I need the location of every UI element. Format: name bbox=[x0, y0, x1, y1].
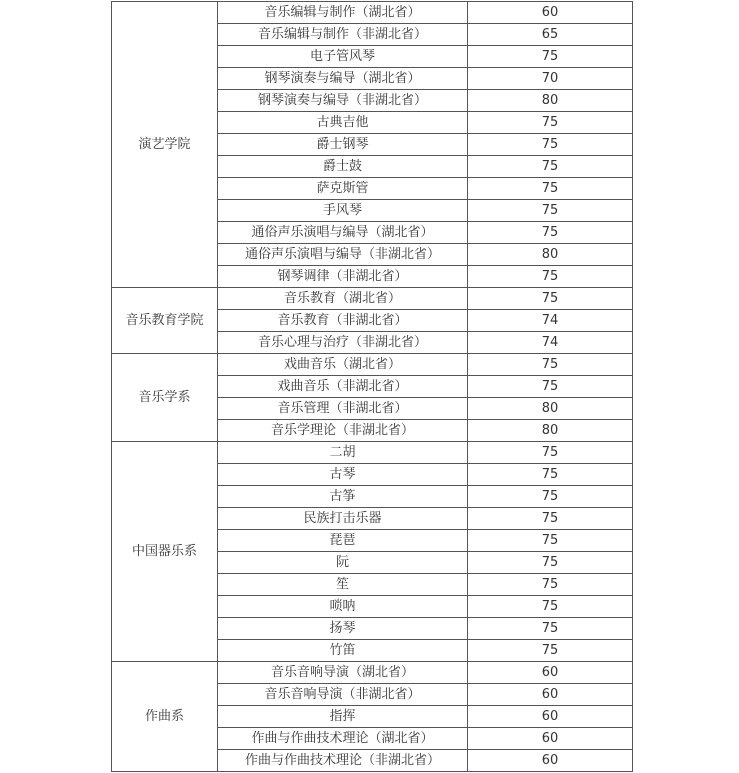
table-row bbox=[112, 2, 633, 24]
major-cell: 民族打击乐器 bbox=[218, 508, 468, 530]
table-row bbox=[112, 288, 633, 310]
score-cell: 65 bbox=[468, 24, 633, 46]
major-cell: 扬琴 bbox=[218, 618, 468, 640]
score-cell: 60 bbox=[468, 706, 633, 728]
score-cell: 75 bbox=[468, 618, 633, 640]
major-cell: 古筝 bbox=[218, 486, 468, 508]
table-row bbox=[112, 662, 633, 684]
score-cell: 70 bbox=[468, 68, 633, 90]
score-cell: 75 bbox=[468, 222, 633, 244]
major-cell: 音乐心理与治疗（非湖北省） bbox=[218, 332, 468, 354]
major-cell: 戏曲音乐（湖北省） bbox=[218, 354, 468, 376]
major-cell: 音乐编辑与制作（非湖北省） bbox=[218, 24, 468, 46]
score-cell: 75 bbox=[468, 288, 633, 310]
major-cell: 作曲与作曲技术理论（非湖北省） bbox=[218, 750, 468, 772]
score-cell: 75 bbox=[468, 530, 633, 552]
score-cell: 75 bbox=[468, 552, 633, 574]
score-cell: 75 bbox=[468, 46, 633, 68]
major-cell: 笙 bbox=[218, 574, 468, 596]
score-cell: 80 bbox=[468, 244, 633, 266]
score-cell: 75 bbox=[468, 574, 633, 596]
score-cell: 60 bbox=[468, 750, 633, 772]
score-cell: 75 bbox=[468, 134, 633, 156]
score-cell: 80 bbox=[468, 90, 633, 112]
major-cell: 琵琶 bbox=[218, 530, 468, 552]
score-cell: 74 bbox=[468, 310, 633, 332]
major-cell: 音乐音响导演（湖北省） bbox=[218, 662, 468, 684]
score-cell: 60 bbox=[468, 2, 633, 24]
department-cell: 音乐教育学院 bbox=[112, 288, 218, 354]
department-cell: 音乐学系 bbox=[112, 354, 218, 442]
major-cell: 电子管风琴 bbox=[218, 46, 468, 68]
score-cell: 75 bbox=[468, 376, 633, 398]
major-cell: 爵士鼓 bbox=[218, 156, 468, 178]
score-cell: 75 bbox=[468, 178, 633, 200]
score-cell: 75 bbox=[468, 266, 633, 288]
score-cell: 75 bbox=[468, 464, 633, 486]
major-cell: 音乐编辑与制作（湖北省） bbox=[218, 2, 468, 24]
score-cell: 75 bbox=[468, 200, 633, 222]
major-cell: 二胡 bbox=[218, 442, 468, 464]
score-cell: 75 bbox=[468, 508, 633, 530]
major-cell: 通俗声乐演唱与编导（湖北省） bbox=[218, 222, 468, 244]
major-cell: 指挥 bbox=[218, 706, 468, 728]
major-cell: 戏曲音乐（非湖北省） bbox=[218, 376, 468, 398]
score-cell: 75 bbox=[468, 354, 633, 376]
major-cell: 钢琴演奏与编导（湖北省） bbox=[218, 68, 468, 90]
score-cell: 60 bbox=[468, 684, 633, 706]
score-cell: 60 bbox=[468, 662, 633, 684]
score-cell: 75 bbox=[468, 112, 633, 134]
major-cell: 音乐教育（非湖北省） bbox=[218, 310, 468, 332]
major-cell: 古琴 bbox=[218, 464, 468, 486]
major-cell: 音乐音响导演（非湖北省） bbox=[218, 684, 468, 706]
score-cell: 75 bbox=[468, 442, 633, 464]
score-cell: 74 bbox=[468, 332, 633, 354]
major-cell: 爵士钢琴 bbox=[218, 134, 468, 156]
major-cell: 音乐学理论（非湖北省） bbox=[218, 420, 468, 442]
major-cell: 手风琴 bbox=[218, 200, 468, 222]
major-cell: 钢琴调律（非湖北省） bbox=[218, 266, 468, 288]
department-cell: 作曲系 bbox=[112, 662, 218, 772]
score-cell: 75 bbox=[468, 640, 633, 662]
score-table bbox=[111, 1, 633, 772]
major-cell: 音乐教育（湖北省） bbox=[218, 288, 468, 310]
score-table-body bbox=[112, 2, 633, 772]
major-cell: 古典吉他 bbox=[218, 112, 468, 134]
major-cell: 阮 bbox=[218, 552, 468, 574]
major-cell: 唢呐 bbox=[218, 596, 468, 618]
table-row bbox=[112, 442, 633, 464]
department-cell: 演艺学院 bbox=[112, 2, 218, 288]
score-cell: 75 bbox=[468, 596, 633, 618]
major-cell: 钢琴演奏与编导（非湖北省） bbox=[218, 90, 468, 112]
major-cell: 音乐管理（非湖北省） bbox=[218, 398, 468, 420]
score-cell: 80 bbox=[468, 398, 633, 420]
score-cell: 60 bbox=[468, 728, 633, 750]
department-cell: 中国器乐系 bbox=[112, 442, 218, 662]
major-cell: 作曲与作曲技术理论（湖北省） bbox=[218, 728, 468, 750]
score-cell: 75 bbox=[468, 156, 633, 178]
major-cell: 竹笛 bbox=[218, 640, 468, 662]
score-cell: 75 bbox=[468, 486, 633, 508]
major-cell: 通俗声乐演唱与编导（非湖北省） bbox=[218, 244, 468, 266]
major-cell: 萨克斯管 bbox=[218, 178, 468, 200]
table-row bbox=[112, 354, 633, 376]
score-cell: 80 bbox=[468, 420, 633, 442]
